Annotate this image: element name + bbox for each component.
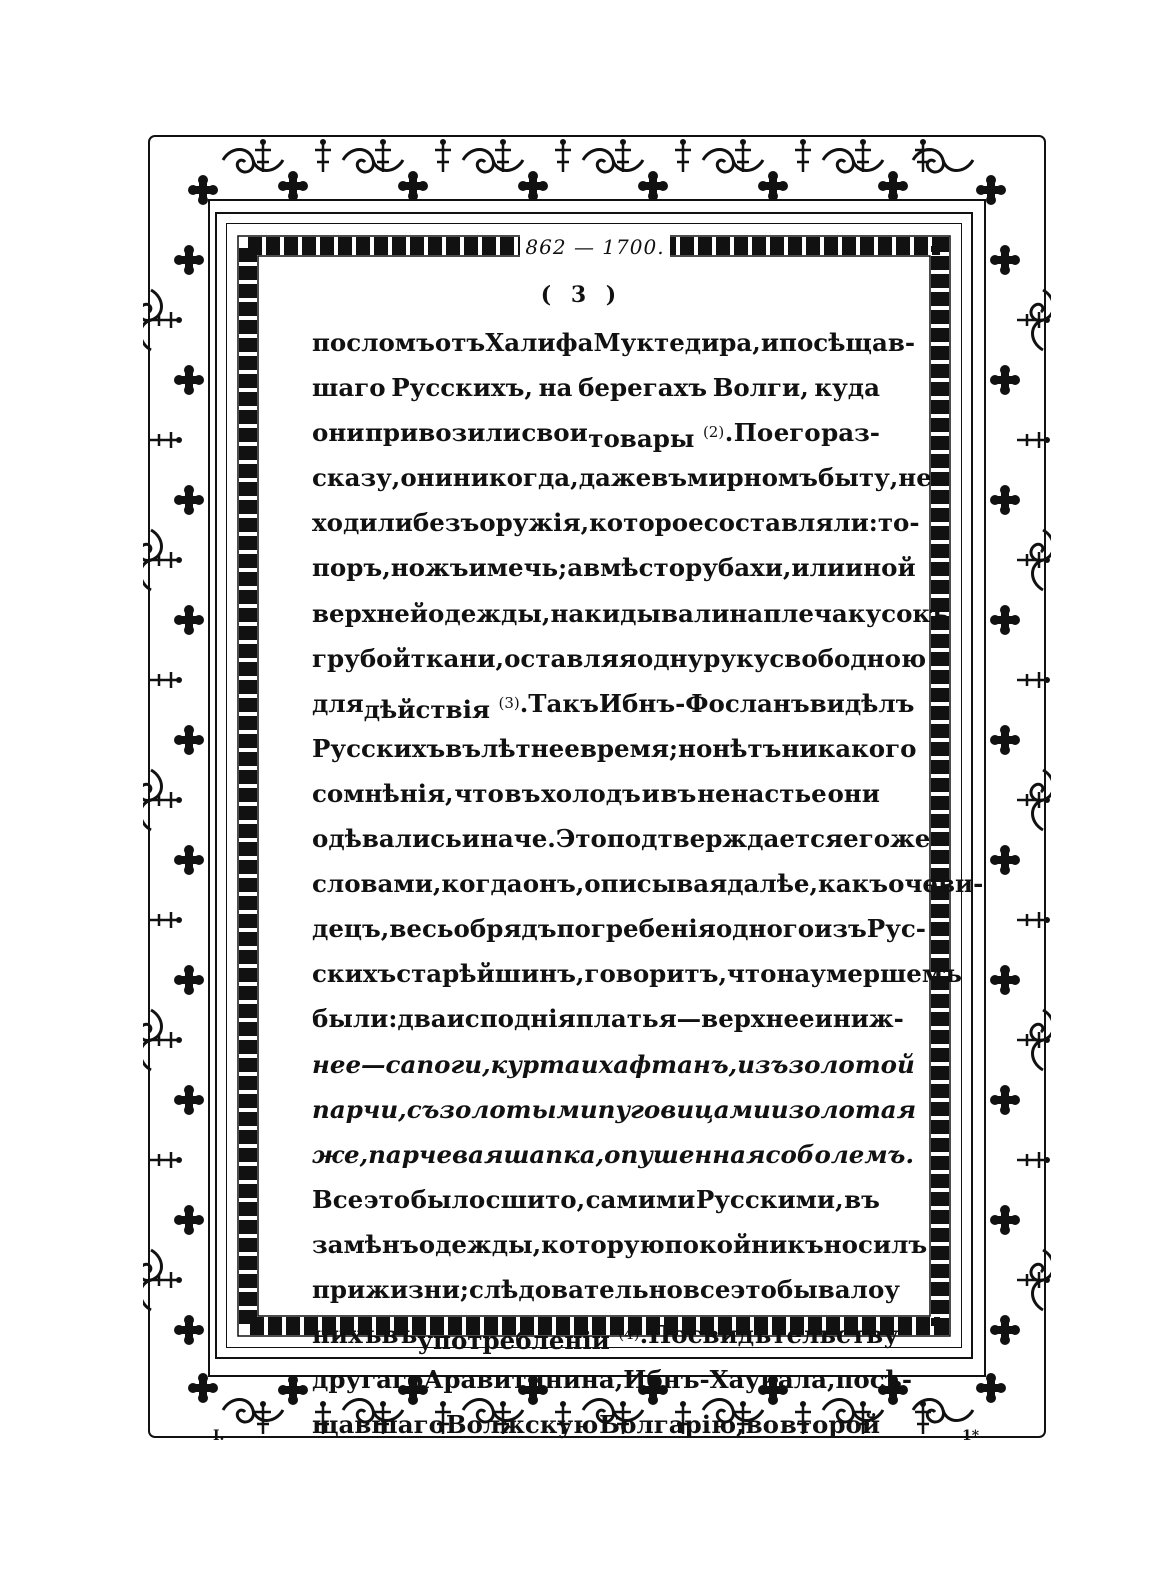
word: въ — [504, 778, 541, 808]
word: которое — [589, 508, 704, 538]
text-line — [312, 906, 926, 951]
word: одежды, — [418, 1229, 542, 1259]
word: они — [827, 778, 880, 808]
word: лѣтнее — [481, 733, 580, 763]
word: это — [363, 1184, 411, 1214]
text-line — [312, 545, 916, 590]
word: Все — [312, 1184, 364, 1214]
footnote-ref: (4) — [618, 1325, 640, 1344]
word: и — [770, 1094, 789, 1124]
word: дѣйствія $^{(3)}$ — [363, 693, 520, 724]
word: нѣтъ — [712, 733, 782, 763]
word: Аравитянина, — [423, 1365, 624, 1395]
word: Волжскую — [445, 1410, 599, 1440]
word: весь — [389, 914, 454, 944]
word: подтверждается — [606, 824, 844, 854]
word: то- — [877, 508, 920, 538]
word: парчевая — [368, 1139, 504, 1169]
text-line — [312, 1132, 914, 1177]
word: ненастье — [697, 778, 827, 808]
text-line — [312, 591, 949, 636]
word: раз- — [821, 418, 880, 448]
word: на — [538, 373, 573, 403]
word: а — [567, 553, 584, 583]
word: нее—сапоги, — [312, 1049, 491, 1079]
word: носилъ — [823, 1229, 928, 1259]
word: одного — [715, 914, 815, 944]
text-line — [312, 1042, 915, 1087]
word: Халифа — [485, 328, 594, 357]
word: верхней — [312, 598, 429, 628]
word: и — [760, 328, 780, 357]
word: все — [682, 1274, 731, 1304]
word: въ — [651, 463, 688, 493]
text-line — [312, 320, 916, 365]
footnote-ref: (2) — [702, 423, 725, 442]
word: что — [726, 959, 777, 989]
word: какъ — [818, 869, 889, 899]
word: обрядъ — [453, 914, 557, 944]
word: и — [641, 778, 660, 808]
word: Такъ — [528, 688, 599, 718]
word: парчи, — [312, 1094, 407, 1124]
word: Волги, — [712, 373, 809, 403]
word: ножъ — [390, 553, 469, 583]
word: Русскихъ, — [391, 373, 533, 403]
text-line — [312, 1267, 900, 1312]
text-line — [312, 816, 931, 861]
word: погребенія — [556, 914, 716, 944]
word: же, — [312, 1139, 369, 1169]
word: посѣ- — [835, 1365, 913, 1395]
header-date-range: 862 — 1700. — [525, 235, 665, 259]
word: было — [410, 1184, 486, 1214]
word: Это — [555, 824, 607, 854]
word: Рус- — [866, 914, 926, 944]
word: децъ, — [312, 914, 390, 944]
word: сшито, — [485, 1184, 586, 1214]
word: изъ — [814, 914, 867, 944]
word: куда — [814, 373, 880, 403]
word: свободною — [769, 643, 927, 673]
word: рубахи, — [685, 553, 792, 583]
word: вмѣсто — [583, 553, 686, 583]
word: что — [454, 778, 504, 808]
word: словами, — [312, 869, 442, 899]
word: быту, — [817, 463, 899, 493]
word: кусокъ — [847, 598, 949, 628]
word: даже — [578, 463, 652, 493]
word: бывало — [776, 1274, 885, 1304]
word: посѣщав- — [779, 328, 916, 357]
text-line — [312, 1177, 880, 1222]
word: или — [791, 553, 846, 583]
word: они — [312, 418, 365, 448]
word: Ибнъ-Фосланъ — [598, 688, 810, 718]
word: Ибнъ-Хаукала, — [623, 1365, 836, 1395]
word: ниж- — [832, 1004, 904, 1034]
word: одну — [636, 643, 704, 673]
word: руку — [703, 643, 770, 673]
text-line — [312, 1312, 899, 1357]
body-text — [312, 320, 984, 1447]
running-header — [520, 232, 670, 262]
text-line — [312, 951, 962, 996]
word: для — [312, 688, 364, 718]
text-line — [312, 996, 904, 1041]
word: иначе. — [461, 824, 556, 854]
word: иной — [845, 553, 916, 583]
word: нихъ — [312, 1320, 382, 1350]
word: оставляя — [504, 643, 637, 673]
word: поръ, — [312, 553, 391, 583]
word: но — [678, 733, 713, 763]
word: товары $^{(2)}$ — [588, 423, 725, 454]
signature-mark-right: 1* — [962, 1428, 980, 1444]
word: ткани, — [410, 643, 505, 673]
word: оружія, — [479, 508, 590, 538]
word: самими — [585, 1184, 696, 1214]
word: грубой — [312, 643, 411, 673]
word: золотой — [788, 1049, 915, 1079]
word: второй — [779, 1410, 880, 1440]
word: привозили — [364, 418, 521, 448]
word: Русскихъ — [312, 733, 446, 763]
word: въ — [445, 733, 482, 763]
word: опушенная — [604, 1139, 766, 1169]
word: два — [397, 1004, 447, 1034]
word: это — [730, 1274, 777, 1304]
word: берегахъ — [578, 373, 708, 403]
word: никогда, — [452, 463, 579, 493]
word: мирномъ — [687, 463, 818, 493]
word: при — [312, 1274, 366, 1304]
text-line — [312, 1222, 928, 1267]
word: свои — [521, 418, 588, 448]
word: у — [884, 1274, 900, 1304]
word: умершемъ — [810, 959, 962, 989]
word: одежды, — [428, 598, 551, 628]
text-line — [312, 771, 880, 816]
word: сомнѣнія, — [312, 778, 454, 808]
word: въ — [381, 1320, 418, 1350]
word: не — [898, 463, 932, 493]
word: старѣйшинъ, — [396, 959, 585, 989]
word: говоритъ, — [584, 959, 727, 989]
word: По — [733, 418, 774, 448]
word: шаго — [312, 373, 386, 403]
word: на — [776, 959, 811, 989]
text-line — [312, 726, 917, 771]
text-line — [312, 1402, 880, 1447]
word: и — [580, 1049, 599, 1079]
word: Муктедира, — [593, 328, 761, 357]
word: курта — [490, 1049, 581, 1079]
word: замѣнъ — [312, 1229, 419, 1259]
word: хафтанъ, — [598, 1049, 738, 1079]
word: посломъ — [312, 328, 435, 357]
word: скихъ — [312, 959, 397, 989]
word: описывая — [584, 869, 728, 899]
word: . — [639, 1320, 649, 1350]
word: мечь; — [486, 553, 568, 583]
word: когда — [441, 869, 523, 899]
word: составляли: — [703, 508, 878, 538]
word: никакого — [781, 733, 917, 763]
word: онъ, — [522, 869, 585, 899]
word: исподнія — [446, 1004, 576, 1034]
word: во — [745, 1410, 779, 1440]
word: золотыми — [439, 1094, 598, 1124]
word: видѣлъ — [809, 688, 915, 718]
word: Болгарію, — [599, 1410, 745, 1440]
word: въ — [844, 1184, 880, 1214]
text-line — [312, 365, 880, 410]
word: плеча — [763, 598, 848, 628]
text-line — [312, 1357, 913, 1402]
footnote-ref: (3) — [498, 693, 520, 712]
text-line — [312, 455, 932, 500]
text-line — [312, 861, 984, 906]
word: и — [468, 553, 487, 583]
word: сказу, — [312, 463, 401, 493]
word: . — [724, 418, 734, 448]
word: одѣвались — [312, 824, 462, 854]
word: жизни; — [365, 1274, 469, 1304]
word: время; — [579, 733, 679, 763]
text-line — [312, 681, 915, 726]
word: другаго — [312, 1365, 424, 1395]
word: шапка, — [503, 1139, 605, 1169]
word: Русскими, — [695, 1184, 844, 1214]
text-line — [312, 500, 920, 545]
word: ходили — [312, 508, 413, 538]
word: его — [773, 418, 821, 448]
word: же — [890, 824, 931, 854]
word: они — [400, 463, 453, 493]
word: пуговицами — [597, 1094, 771, 1124]
word: изъ — [737, 1049, 789, 1079]
word: въ — [660, 778, 697, 808]
page-number: ( 3 ) — [540, 282, 623, 308]
text-line — [312, 636, 927, 681]
word: и — [814, 1004, 833, 1034]
word: соболемъ. — [765, 1139, 914, 1169]
word: слѣдовательно — [468, 1274, 683, 1304]
word: были: — [312, 1004, 398, 1034]
word: безъ — [412, 508, 480, 538]
word: платья—верхнее — [575, 1004, 815, 1034]
word: накидывали — [550, 598, 730, 628]
word: . — [519, 688, 529, 718]
word: съ — [406, 1094, 440, 1124]
word: холодъ — [541, 778, 641, 808]
word: очеви- — [888, 869, 984, 899]
word: его — [843, 824, 891, 854]
word: на — [729, 598, 764, 628]
text-line — [312, 410, 880, 455]
word: щавшаго — [312, 1410, 445, 1440]
word: отъ — [434, 328, 486, 357]
word: золотая — [788, 1094, 917, 1124]
signature-mark-left: I. — [213, 1428, 225, 1444]
text-line — [312, 1087, 917, 1132]
word: покойникъ — [664, 1229, 824, 1259]
word: которую — [541, 1229, 665, 1259]
word: употребленіи $^{(4)}$ — [417, 1325, 640, 1356]
word: далѣе, — [727, 869, 819, 899]
word: По — [648, 1320, 688, 1350]
word: свидѣтельству — [687, 1320, 899, 1350]
